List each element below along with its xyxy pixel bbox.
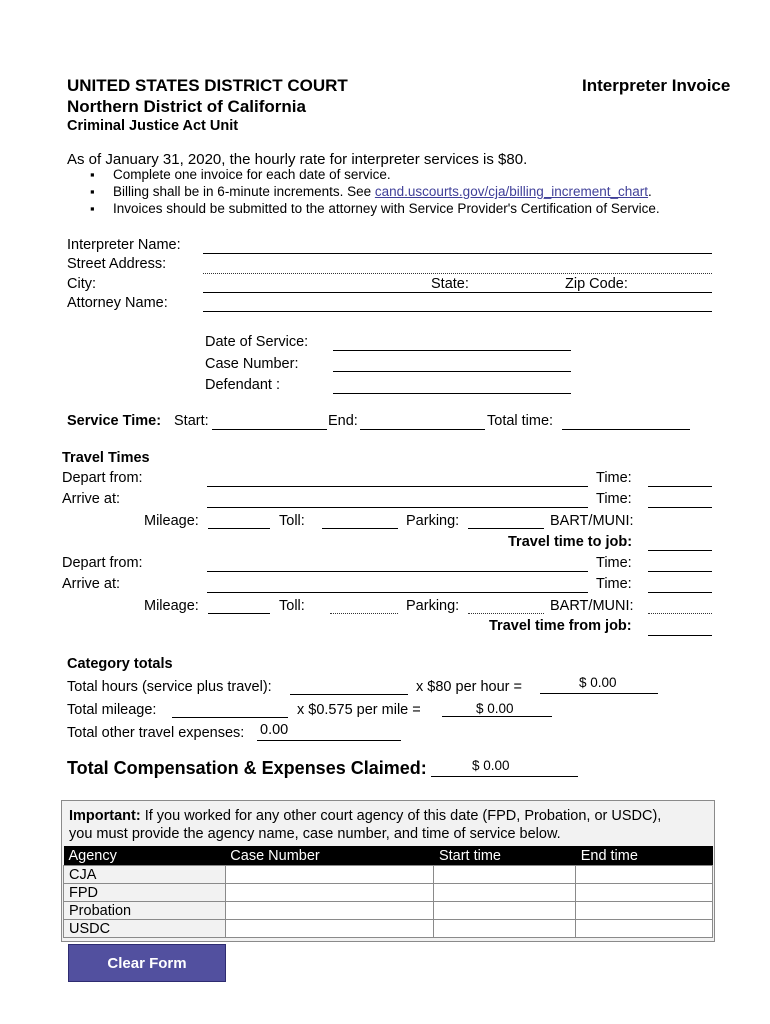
defendant-field[interactable] xyxy=(333,377,571,394)
instructions-list xyxy=(90,166,660,217)
case-number-label: Case Number: xyxy=(205,356,299,372)
service-start-field[interactable] xyxy=(212,413,327,430)
defendant-label: Defendant : xyxy=(205,377,280,393)
column-header-end-time: End time xyxy=(576,846,713,866)
grand-total-value: $ 0.00 xyxy=(472,758,510,773)
total-mileage-label: Total mileage: xyxy=(67,702,157,718)
date-of-service-label: Date of Service: xyxy=(205,334,309,350)
end-time-cell[interactable] xyxy=(576,920,713,938)
interpreter-name-label: Interpreter Name: xyxy=(67,237,181,253)
table-row xyxy=(64,902,713,920)
billing-increment-link[interactable]: cand.uscourts.gov/cja/billing_increment_chart xyxy=(374,184,649,199)
city-label: City: xyxy=(67,276,96,292)
start-time-cell[interactable] xyxy=(434,884,576,902)
district-name: Northern District of California xyxy=(67,97,306,116)
toll-field[interactable] xyxy=(322,512,398,529)
important-note-line1 xyxy=(69,808,661,824)
service-end-field[interactable] xyxy=(360,413,485,430)
bart-muni-field-2[interactable] xyxy=(648,597,712,614)
total-hours-label: Total hours (service plus travel): xyxy=(67,679,272,695)
parking-label: Parking: xyxy=(406,513,460,529)
travel-time-to-job-field[interactable] xyxy=(648,534,712,551)
end-label: End: xyxy=(328,413,358,429)
start-time-cell[interactable] xyxy=(434,866,576,884)
instruction-text: Billing shall be in 6-minute increments. See xyxy=(113,184,375,199)
clear-form-button[interactable]: Clear Form xyxy=(68,944,226,982)
mileage-field-2[interactable] xyxy=(208,597,270,614)
unit-name: Criminal Justice Act Unit xyxy=(67,118,239,134)
bart-muni-label-2: BART/MUNI: xyxy=(550,598,634,614)
parking-label-2: Parking: xyxy=(406,598,460,614)
mileage-rate-label: x $0.575 per mile = xyxy=(297,702,421,718)
start-time-cell[interactable] xyxy=(434,920,576,938)
depart-from-label: Depart from: xyxy=(62,470,143,486)
parking-field-2[interactable] xyxy=(468,597,544,614)
table-row xyxy=(64,866,713,884)
agency-name: USDC xyxy=(64,920,226,938)
arrive-time-field-2[interactable] xyxy=(648,576,712,593)
case-number-field[interactable] xyxy=(333,355,571,372)
important-lead: Important: xyxy=(69,808,141,824)
arrive-at-field-2[interactable] xyxy=(207,576,588,593)
column-header-case-number: Case Number xyxy=(225,846,434,866)
total-mileage-field[interactable] xyxy=(172,701,288,718)
toll-field-2[interactable] xyxy=(330,597,398,614)
column-header-start-time: Start time xyxy=(434,846,576,866)
case-number-cell[interactable] xyxy=(225,920,434,938)
start-label: Start: xyxy=(174,413,209,429)
important-note-line2: you must provide the agency name, case number, and time of service below. xyxy=(69,826,561,842)
court-name: UNITED STATES DISTRICT COURT xyxy=(67,76,348,95)
toll-label-2: Toll: xyxy=(279,598,305,614)
end-time-cell[interactable] xyxy=(576,866,713,884)
start-time-cell[interactable] xyxy=(434,902,576,920)
mileage-label: Mileage: xyxy=(144,513,199,529)
arrive-at-label: Arrive at: xyxy=(62,491,121,507)
instruction-text: Complete one invoice for each date of service. xyxy=(113,167,391,182)
instruction-item xyxy=(90,166,660,183)
other-expenses-label: Total other travel expenses: xyxy=(67,725,245,741)
agency-name: FPD xyxy=(64,884,226,902)
end-time-cell[interactable] xyxy=(576,884,713,902)
arrive-at-field[interactable] xyxy=(207,491,588,508)
travel-times-heading: Travel Times xyxy=(62,450,150,466)
depart-from-field[interactable] xyxy=(207,470,588,487)
interpreter-name-field[interactable] xyxy=(203,237,712,254)
agency-name: Probation xyxy=(64,902,226,920)
mileage-amount-value: $ 0.00 xyxy=(476,701,514,716)
date-of-service-field[interactable] xyxy=(333,334,571,351)
service-total-field[interactable] xyxy=(562,413,690,430)
other-expenses-value: 0.00 xyxy=(260,722,289,738)
arrive-time-field[interactable] xyxy=(648,491,712,508)
document-title: Interpreter Invoice xyxy=(582,76,731,95)
mileage-label-2: Mileage: xyxy=(144,598,199,614)
attorney-name-label: Attorney Name: xyxy=(67,295,168,311)
instruction-text: Invoices should be submitted to the attorney with Service Provider's Certification of Service. xyxy=(113,201,660,216)
travel-time-to-job-label: Travel time to job: xyxy=(508,534,633,550)
street-address-field[interactable] xyxy=(203,257,712,274)
depart-time-label-2: Time: xyxy=(596,555,632,571)
instruction-item xyxy=(90,183,660,200)
end-time-cell[interactable] xyxy=(576,902,713,920)
hours-amount-value: $ 0.00 xyxy=(579,675,617,690)
mileage-field[interactable] xyxy=(208,512,270,529)
bart-muni-label: BART/MUNI: xyxy=(550,513,634,529)
hours-rate-label: x $80 per hour = xyxy=(416,679,523,695)
instruction-text: . xyxy=(648,184,652,199)
case-number-cell[interactable] xyxy=(225,902,434,920)
case-number-cell[interactable] xyxy=(225,884,434,902)
arrive-time-label-2: Time: xyxy=(596,576,632,592)
depart-from-label-2: Depart from: xyxy=(62,555,143,571)
important-text: If you worked for any other court agency of this date (FPD, Probation, or USDC), xyxy=(140,808,662,824)
total-time-label: Total time: xyxy=(487,413,554,429)
arrive-time-label: Time: xyxy=(596,491,632,507)
category-totals-heading: Category totals xyxy=(67,656,173,672)
instruction-item xyxy=(90,200,660,217)
zip-code-label: Zip Code: xyxy=(565,276,628,292)
grand-total-label: Total Compensation & Expenses Claimed: xyxy=(67,758,427,778)
travel-time-from-job-label: Travel time from job: xyxy=(489,618,632,634)
table-row xyxy=(64,884,713,902)
parking-field[interactable] xyxy=(468,512,544,529)
attorney-name-field[interactable] xyxy=(203,295,712,312)
case-number-cell[interactable] xyxy=(225,866,434,884)
arrive-at-label-2: Arrive at: xyxy=(62,576,121,592)
state-label: State: xyxy=(431,276,469,292)
depart-time-field[interactable] xyxy=(648,470,712,487)
depart-time-label: Time: xyxy=(596,470,632,486)
street-address-label: Street Address: xyxy=(67,256,167,272)
table-row xyxy=(64,920,713,938)
travel-time-from-job-field[interactable] xyxy=(648,619,712,636)
table-header-row xyxy=(64,846,713,866)
depart-time-field-2[interactable] xyxy=(648,555,712,572)
column-header-agency: Agency xyxy=(64,846,226,866)
toll-label: Toll: xyxy=(279,513,305,529)
other-agency-table xyxy=(63,846,713,938)
depart-from-field-2[interactable] xyxy=(207,555,588,572)
service-time-label: Service Time: xyxy=(67,413,162,429)
rate-statement: As of January 31, 2020, the hourly rate for interpreter services is $80. xyxy=(67,151,528,168)
agency-name: CJA xyxy=(64,866,226,884)
total-hours-field[interactable] xyxy=(290,678,408,695)
